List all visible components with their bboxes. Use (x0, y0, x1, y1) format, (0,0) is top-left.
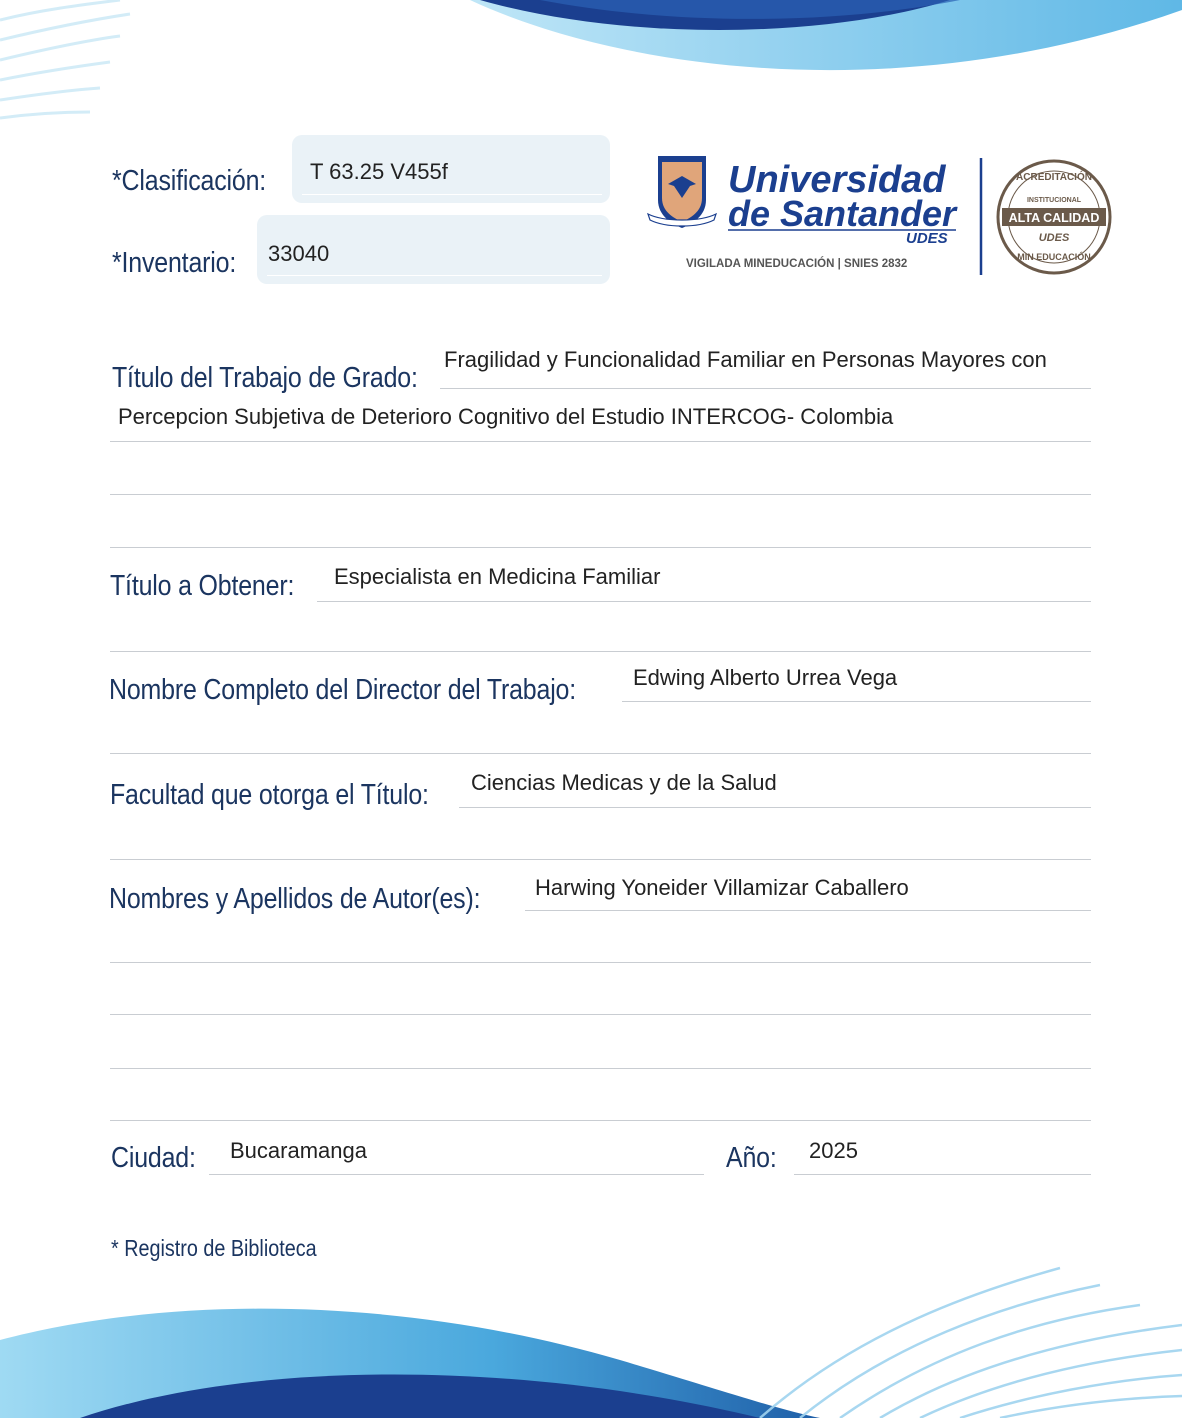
inventario-label: *Inventario: (112, 247, 237, 279)
facultad-line (459, 807, 1091, 808)
svg-text:Universidad: Universidad (728, 159, 946, 201)
svg-text:UDES: UDES (906, 230, 948, 247)
inventario-value: 33040 (268, 241, 330, 266)
accreditation-seal-icon (998, 161, 1110, 273)
svg-text:ACREDITACIÓN: ACREDITACIÓN (1016, 172, 1092, 183)
clasificacion-value: T 63.25 V455f (310, 159, 448, 184)
titulo-obtener-line (317, 601, 1091, 602)
ciudad-value: Bucaramanga (230, 1138, 367, 1163)
autores-line (525, 910, 1091, 911)
facultad-line-2 (110, 859, 1091, 860)
clasificacion-label: *Clasificación: (112, 165, 267, 197)
svg-text:MIN EDUCACIÓN: MIN EDUCACIÓN (1017, 252, 1091, 262)
titulo-obtener-line-2 (110, 651, 1091, 652)
university-logo (644, 150, 1114, 282)
titulo-trabajo-line-3 (110, 494, 1091, 495)
clasificacion-field[interactable] (292, 135, 610, 203)
autores-label: Nombres y Apellidos de Autor(es): (109, 883, 481, 915)
director-line-2 (110, 753, 1091, 754)
svg-text:de Santander: de Santander (728, 193, 957, 234)
titulo-trabajo-label: Título del Trabajo de Grado: (112, 362, 418, 394)
svg-text:ALTA CALIDAD: ALTA CALIDAD (1008, 211, 1100, 225)
autores-line-4 (110, 1068, 1091, 1069)
director-value: Edwing Alberto Urrea Vega (633, 665, 898, 690)
facultad-label: Facultad que otorga el Título: (110, 779, 429, 811)
titulo-trabajo-value-line1: Fragilidad y Funcionalidad Familiar en Personas Mayores con (444, 347, 1047, 372)
shield-icon (648, 156, 716, 228)
director-line (622, 701, 1091, 702)
titulo-trabajo-line-2 (110, 441, 1091, 442)
director-label: Nombre Completo del Director del Trabajo: (109, 674, 577, 706)
titulo-trabajo-line-4 (110, 547, 1091, 548)
anio-label: Año: (726, 1142, 777, 1174)
titulo-obtener-value: Especialista en Medicina Familiar (334, 564, 661, 589)
autores-line-5 (110, 1120, 1091, 1121)
titulo-obtener-label: Título a Obtener: (110, 570, 295, 602)
registro-note: * Registro de Biblioteca (111, 1235, 317, 1261)
inventario-field[interactable] (257, 215, 610, 284)
autores-value: Harwing Yoneider Villamizar Caballero (535, 875, 909, 900)
ciudad-line (209, 1174, 704, 1175)
svg-text:INSTITUCIONAL: INSTITUCIONAL (1026, 197, 1082, 204)
anio-line (794, 1174, 1091, 1175)
autores-line-2 (110, 962, 1091, 963)
ciudad-label: Ciudad: (111, 1142, 196, 1174)
svg-text:VIGILADA MINEDUCACIÓN | SNIE: VIGILADA MINEDUCACIÓN | SNIES 2832 (686, 258, 908, 270)
svg-text:UDES: UDES (1038, 232, 1070, 244)
titulo-trabajo-value-line2: Percepcion Subjetiva de Deterioro Cognitivo del Estudio INTERCOG- Colombia (118, 404, 894, 429)
facultad-value: Ciencias Medicas y de la Salud (471, 770, 777, 795)
autores-line-3 (110, 1014, 1091, 1015)
anio-value: 2025 (809, 1138, 858, 1163)
titulo-trabajo-line-1 (440, 388, 1091, 389)
